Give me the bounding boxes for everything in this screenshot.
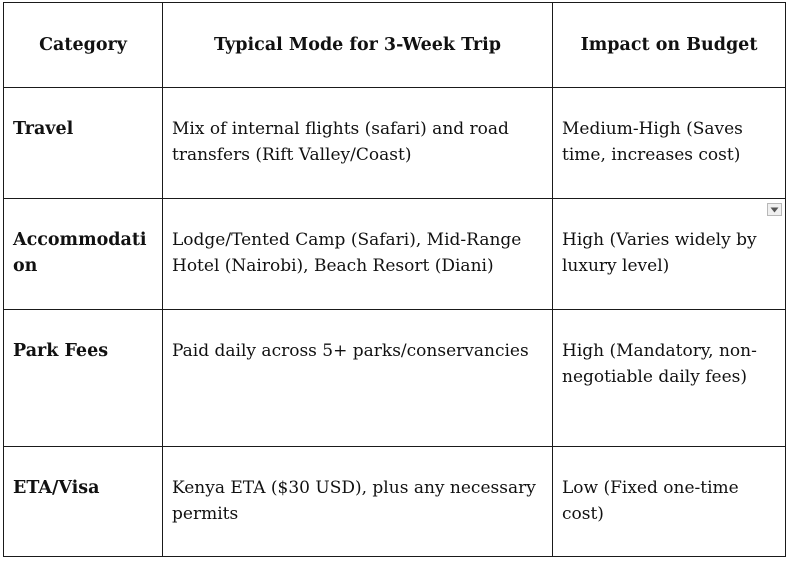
mode-cell[interactable]: Kenya ETA ($30 USD), plus any necessary permits xyxy=(163,447,553,557)
mode-cell[interactable]: Lodge/Tented Camp (Safari), Mid-Range Hotel (Nairobi), Beach Resort (Diani) xyxy=(163,199,553,310)
category-cell[interactable]: ETA/Visa xyxy=(4,447,163,557)
impact-cell[interactable]: High (Mandatory, non-negotiable daily fees) xyxy=(553,310,786,447)
budget-table xyxy=(3,2,786,557)
table-row xyxy=(4,199,786,310)
header-category: Category xyxy=(4,3,163,88)
mode-cell[interactable]: Mix of internal flights (safari) and road transfers (Rift Valley/Coast) xyxy=(163,88,553,199)
table-header-row xyxy=(4,3,786,88)
table-row xyxy=(4,310,786,447)
category-cell[interactable]: Park Fees xyxy=(4,310,163,447)
impact-cell[interactable]: Medium-High (Saves time, increases cost) xyxy=(553,88,786,199)
table-row xyxy=(4,88,786,199)
mode-cell[interactable]: Paid daily across 5+ parks/conservancies xyxy=(163,310,553,447)
category-cell[interactable]: Travel xyxy=(4,88,163,199)
impact-cell[interactable]: Low (Fixed one-time cost) xyxy=(553,447,786,557)
header-impact: Impact on Budget xyxy=(553,3,786,88)
category-cell[interactable]: Accommodation xyxy=(4,199,163,310)
impact-cell[interactable]: High (Varies widely by luxury level) xyxy=(553,199,786,310)
chevron-down-icon[interactable] xyxy=(767,203,782,216)
table-row xyxy=(4,447,786,557)
header-typical-mode: Typical Mode for 3-Week Trip xyxy=(163,3,553,88)
